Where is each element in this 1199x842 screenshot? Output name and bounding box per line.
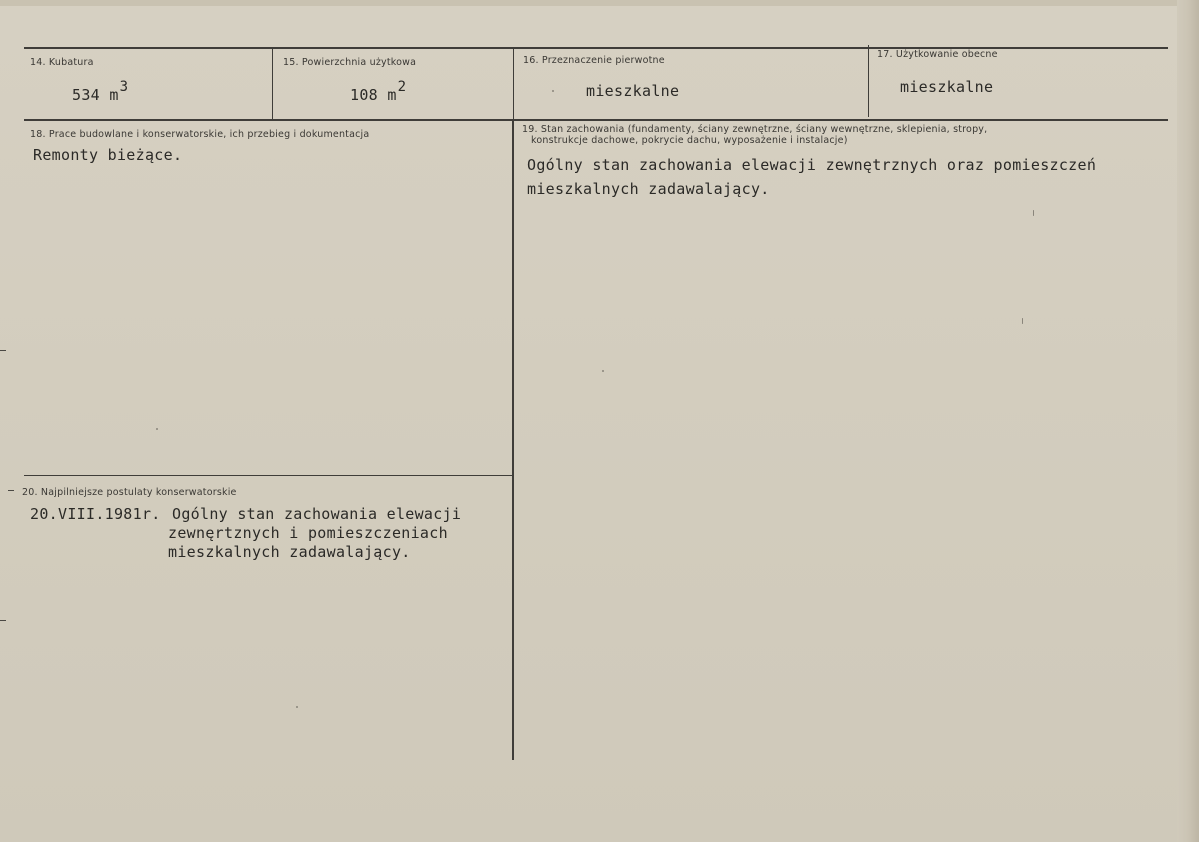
divider-15-16: [513, 48, 514, 120]
margin-tick: [0, 620, 6, 621]
divider-14-15: [272, 48, 273, 120]
field-19-value-line2: mieszkalnych zadawalający.: [527, 180, 770, 198]
field-14-unit-exponent: 3: [119, 79, 129, 95]
margin-tick: [8, 490, 14, 491]
field-14-number: 534 m: [72, 86, 119, 104]
field-17-value: mieszkalne: [900, 78, 994, 96]
field-18-label: 18. Prace budowlane i konserwatorskie, ich przebieg i dokumentacja: [30, 129, 370, 140]
paper-speck: [156, 428, 158, 430]
divider-16-17: [868, 45, 869, 117]
card-right-edge: [1177, 0, 1199, 842]
field-15-value: [350, 79, 407, 104]
card-top-edge: [0, 0, 1199, 6]
field-19-label-line2: konstrukcje dachowe, pokrycie dachu, wyposażenie i instalacje): [531, 135, 848, 146]
field-15-unit-exponent: 2: [397, 79, 407, 95]
paper-speck: [1022, 318, 1023, 324]
main-vertical-divider: [512, 120, 514, 760]
paper-speck: [1033, 210, 1034, 216]
field-20-value-line3: mieszkalnych zadawalający.: [168, 543, 411, 561]
field-20-date: 20.VIII.1981r.: [30, 505, 161, 523]
divider-18-20: [24, 475, 512, 476]
field-18-value: Remonty bieżące.: [33, 146, 183, 164]
field-19-label-line1: 19. Stan zachowania (fundamenty, ściany zewnętrzne, ściany wewnętrzne, sklepienia, stropy,: [522, 124, 988, 135]
paper-speck: [602, 370, 604, 372]
field-16-label: 16. Przeznaczenie pierwotne: [523, 55, 665, 66]
margin-tick: [0, 350, 6, 351]
field-16-value: mieszkalne: [586, 82, 680, 100]
paper-speck: [296, 706, 298, 708]
field-20-label: 20. Najpilniejsze postulaty konserwatorskie: [22, 487, 237, 498]
field-15-number: 108 m: [350, 86, 397, 104]
field-14-label: 14. Kubatura: [30, 57, 94, 68]
row-divider-line: [24, 119, 1168, 121]
field-20-value-line2: zewnęrtznych i pomieszczeniach: [168, 524, 448, 542]
field-14-value: [72, 79, 129, 104]
field-15-label: 15. Powierzchnia użytkowa: [283, 57, 417, 68]
field-20-value-line1: Ogólny stan zachowania elewacji: [172, 505, 462, 523]
paper-speck: [552, 90, 554, 92]
field-17-label: 17. Użytkowanie obecne: [877, 49, 998, 60]
field-19-value-line1: Ogólny stan zachowania elewacji zewnętrznych oraz pomieszczeń: [527, 156, 1097, 174]
